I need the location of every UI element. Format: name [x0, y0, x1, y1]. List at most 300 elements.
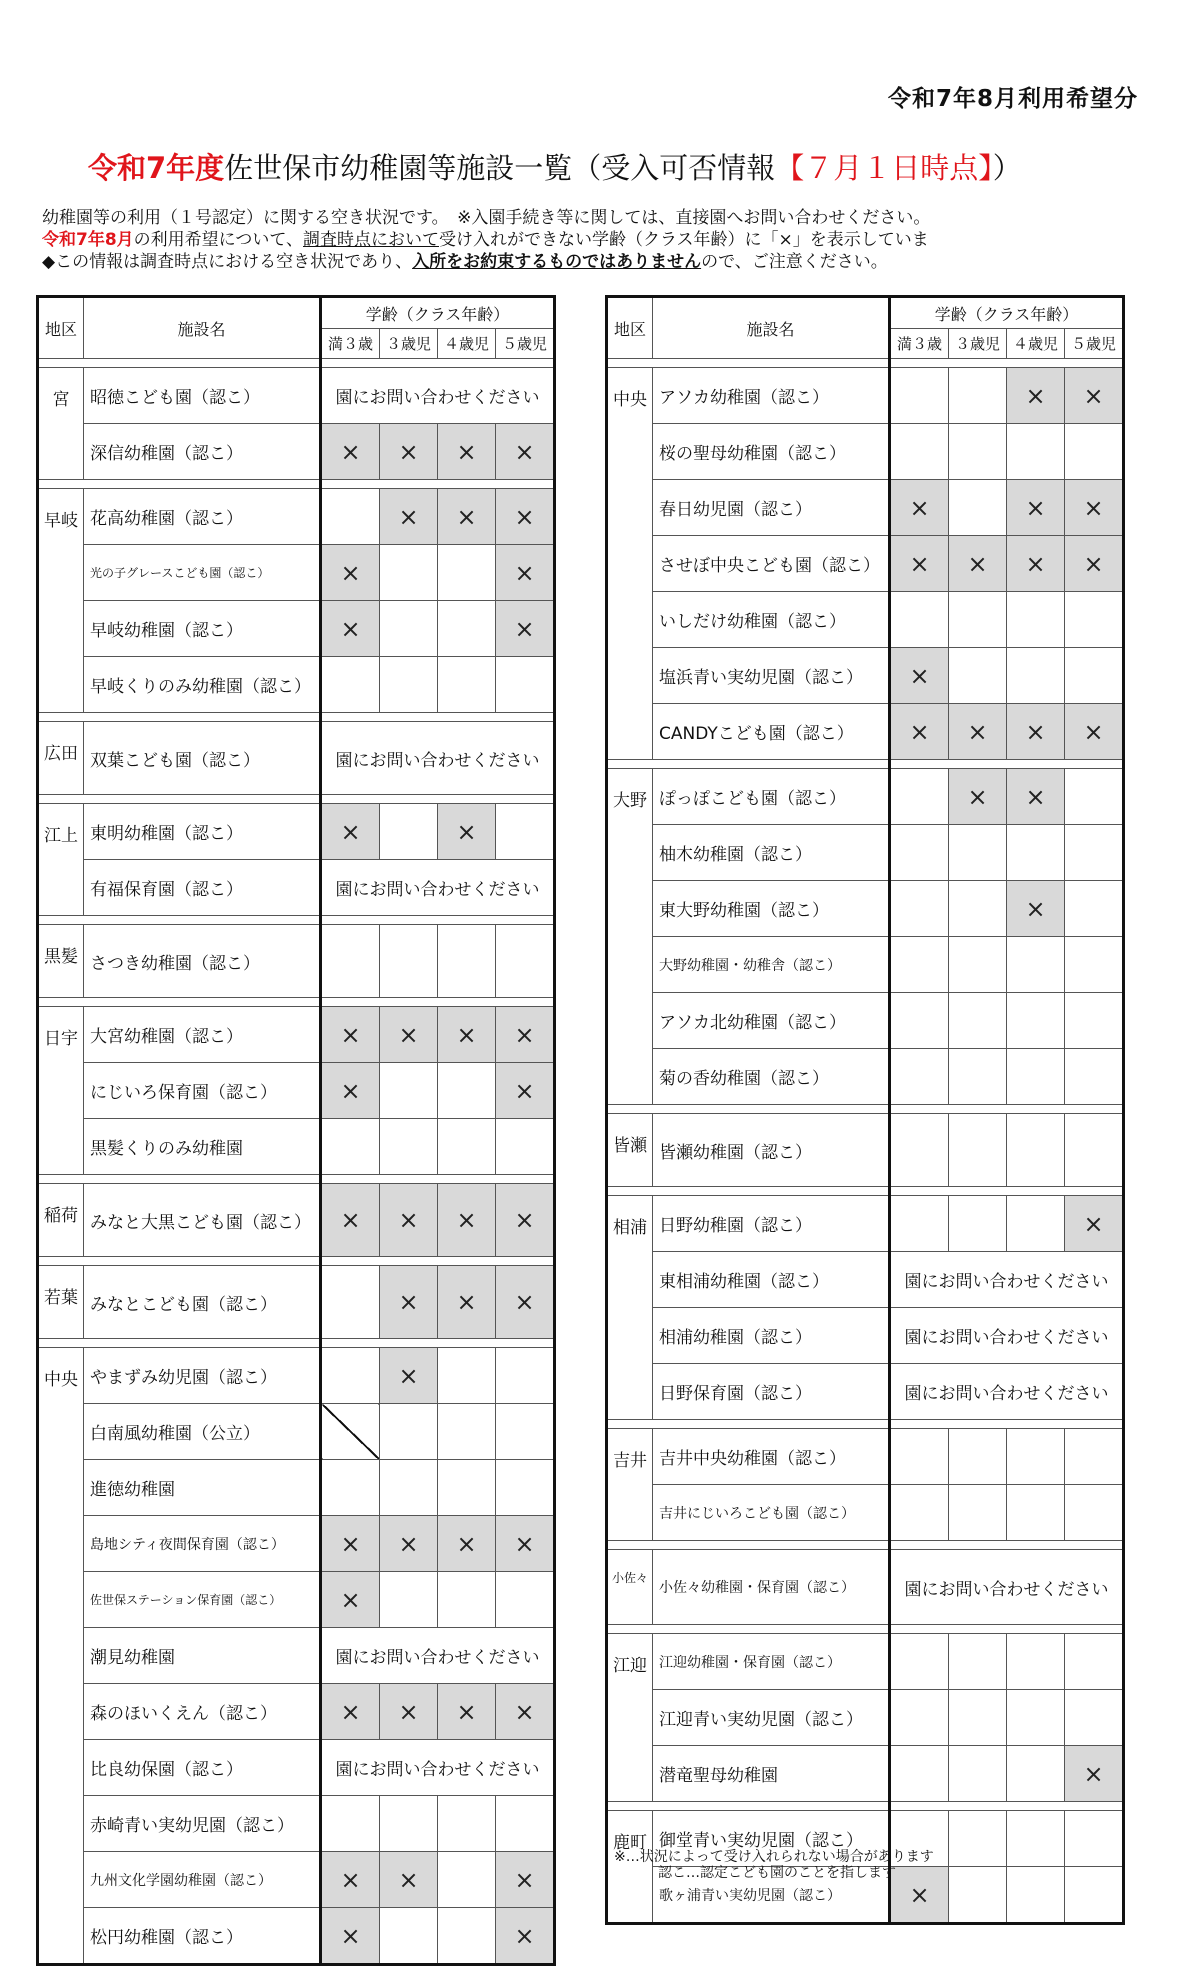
- availability-cell: [1065, 881, 1124, 937]
- separator-cell: [438, 480, 496, 489]
- table-row: [607, 769, 1124, 825]
- availability-cell: ×: [496, 601, 555, 657]
- area-cell: 黒髪: [38, 925, 84, 998]
- availability-cell: ×: [438, 1516, 496, 1572]
- table-row: [607, 1550, 1124, 1625]
- separator-cell: [1065, 1802, 1124, 1811]
- facility-name: 黒髪くりのみ幼稚園: [84, 1119, 321, 1175]
- availability-cell: ×: [380, 1852, 438, 1908]
- facility-name: 桜の聖母幼稚園（認こ）: [653, 424, 890, 480]
- table-row: [607, 704, 1124, 760]
- availability-cell: [496, 1404, 555, 1460]
- availability-cell: ×: [949, 769, 1007, 825]
- separator-cell: [1065, 1541, 1124, 1550]
- separator-cell: [38, 1339, 84, 1348]
- availability-cell: ×: [496, 1007, 555, 1063]
- note-underline: 調査時点において: [303, 230, 439, 250]
- facility-name: にじいろ保育園（認こ）: [84, 1063, 321, 1119]
- separator-cell: [607, 1105, 653, 1114]
- availability-cell: [1007, 592, 1065, 648]
- table-row: [38, 1516, 555, 1572]
- note-text: 受け入れができない学齢（クラス年齢）に「×」を表示していま: [439, 230, 929, 250]
- availability-cell: [890, 769, 949, 825]
- facility-name: 松円幼稚園（認こ）: [84, 1908, 321, 1965]
- separator-cell: [949, 1541, 1007, 1550]
- availability-cell: [1065, 592, 1124, 648]
- table-row: [38, 1852, 555, 1908]
- facility-name: 江迎青い実幼児園（認こ）: [653, 1690, 890, 1746]
- separator-cell: [38, 1175, 84, 1184]
- availability-cell: [496, 1796, 555, 1852]
- separator-cell: [890, 1420, 949, 1429]
- page-title: [88, 146, 1022, 187]
- table-row: [38, 925, 555, 998]
- facility-name: 佐世保ステーション保育園（認こ）: [84, 1572, 321, 1628]
- group-separator: [38, 713, 555, 722]
- availability-cell: [1007, 648, 1065, 704]
- availability-cell: [1007, 993, 1065, 1049]
- separator-cell: [890, 1105, 949, 1114]
- separator-cell: [653, 359, 890, 368]
- availability-cell: [949, 1485, 1007, 1541]
- availability-cell: ×: [496, 424, 555, 480]
- availability-cell: ×: [380, 489, 438, 545]
- facility-name: 白南風幼稚園（公立）: [84, 1404, 321, 1460]
- availability-cell: ×: [321, 804, 380, 860]
- availability-cell: [1007, 1049, 1065, 1105]
- separator-cell: [380, 359, 438, 368]
- availability-cell: [380, 545, 438, 601]
- separator-cell: [1007, 1105, 1065, 1114]
- table-row: [607, 937, 1124, 993]
- availability-cell: [380, 1460, 438, 1516]
- availability-cell: [1065, 1811, 1124, 1867]
- availability-cell: [321, 925, 380, 998]
- group-separator: [38, 480, 555, 489]
- facility-name: 塩浜青い実幼児園（認こ）: [653, 648, 890, 704]
- availability-cell: ×: [1065, 704, 1124, 760]
- availability-cell: [949, 368, 1007, 424]
- inquire-cell: 園にお問い合わせください: [890, 1252, 1124, 1308]
- availability-cell: ×: [321, 1572, 380, 1628]
- separator-cell: [496, 1257, 555, 1266]
- facility-name: させぼ中央こども園（認こ）: [653, 536, 890, 592]
- availability-cell: [949, 993, 1007, 1049]
- title-end: ）: [992, 151, 1022, 185]
- table-row: [38, 1628, 555, 1684]
- availability-cell: [1007, 1746, 1065, 1802]
- area-cell: 中央: [607, 368, 653, 760]
- facility-name: 日野保育園（認こ）: [653, 1364, 890, 1420]
- table-row: [607, 881, 1124, 937]
- period-label: 令和7年8月利用希望分: [887, 86, 1138, 112]
- separator-cell: [84, 1175, 321, 1184]
- separator-cell: [380, 916, 438, 925]
- separator-cell: [380, 480, 438, 489]
- availability-cell: [380, 925, 438, 998]
- header-grade: 学齢（クラス年齢）: [321, 297, 555, 329]
- availability-cell: ×: [1007, 881, 1065, 937]
- facility-name: 有福保育園（認こ）: [84, 860, 321, 916]
- group-separator: [38, 1339, 555, 1348]
- area-cell: 日宇: [38, 1007, 84, 1175]
- table-row: [607, 1485, 1124, 1541]
- separator-cell: [496, 713, 555, 722]
- availability-cell: [438, 1063, 496, 1119]
- facility-name: 吉井中央幼稚園（認こ）: [653, 1429, 890, 1485]
- availability-cell: ×: [496, 545, 555, 601]
- footnote: [614, 1849, 934, 1881]
- availability-cell: [890, 1114, 949, 1187]
- availability-cell: [1007, 1690, 1065, 1746]
- table-row: [38, 1007, 555, 1063]
- separator-cell: [38, 998, 84, 1007]
- group-separator: [38, 1257, 555, 1266]
- group-separator: [38, 998, 555, 1007]
- availability-cell: ×: [496, 1852, 555, 1908]
- separator-cell: [949, 1625, 1007, 1634]
- table-row: [38, 545, 555, 601]
- availability-cell: [890, 937, 949, 993]
- availability-cell: [949, 1429, 1007, 1485]
- facility-name: さつき幼稚園（認こ）: [84, 925, 321, 998]
- availability-cell: [890, 1429, 949, 1485]
- separator-cell: [1065, 1187, 1124, 1196]
- availability-cell: ×: [380, 1184, 438, 1257]
- separator-cell: [607, 1802, 653, 1811]
- availability-cell: ×: [1065, 480, 1124, 536]
- facility-name: 吉井にじいろこども園（認こ）: [653, 1485, 890, 1541]
- availability-cell: ×: [1007, 769, 1065, 825]
- separator-cell: [321, 713, 380, 722]
- header-col-2: ４歳児: [1007, 329, 1065, 359]
- separator-cell: [949, 359, 1007, 368]
- availability-cell: ×: [1065, 536, 1124, 592]
- header-col-1: ３歳児: [380, 329, 438, 359]
- separator-cell: [653, 1105, 890, 1114]
- notes: [42, 207, 930, 273]
- availability-cell: ×: [321, 1908, 380, 1965]
- facility-name: ぽっぽこども園（認こ）: [653, 769, 890, 825]
- separator-cell: [607, 1625, 653, 1634]
- area-cell: 宮: [38, 368, 84, 480]
- note-text: ◆この情報は調査時点における空き状況であり、: [42, 252, 413, 272]
- availability-cell: [321, 1119, 380, 1175]
- table-row: [607, 1746, 1124, 1802]
- area-cell: 広田: [38, 722, 84, 795]
- footnote-line-2: 認こ…認定こども園のことを指します: [658, 1865, 896, 1881]
- header-col-0: 満３歳: [890, 329, 949, 359]
- table-row: [38, 1119, 555, 1175]
- availability-cell: ×: [1065, 368, 1124, 424]
- table-row: [607, 1690, 1124, 1746]
- availability-cell: ×: [438, 1184, 496, 1257]
- facility-name: 昭徳こども園（認こ）: [84, 368, 321, 424]
- facility-name: 赤崎青い実幼児園（認こ）: [84, 1796, 321, 1852]
- facility-name: 東相浦幼稚園（認こ）: [653, 1252, 890, 1308]
- facility-name: みなとこども園（認こ）: [84, 1266, 321, 1339]
- facility-name: 東明幼稚園（認こ）: [84, 804, 321, 860]
- availability-cell: ×: [321, 424, 380, 480]
- availability-cell: [438, 925, 496, 998]
- facility-name: 日野幼稚園（認こ）: [653, 1196, 890, 1252]
- header-grade: 学齢（クラス年齢）: [890, 297, 1124, 329]
- availability-cell: [438, 1796, 496, 1852]
- separator-cell: [380, 1257, 438, 1266]
- separator-cell: [949, 760, 1007, 769]
- availability-cell: [890, 1634, 949, 1690]
- availability-cell: [890, 881, 949, 937]
- table-row: [607, 592, 1124, 648]
- separator-cell: [653, 760, 890, 769]
- separator-cell: [1065, 1625, 1124, 1634]
- facility-name: アソカ北幼稚園（認こ）: [653, 993, 890, 1049]
- availability-cell: ×: [496, 1266, 555, 1339]
- availability-cell: [496, 1572, 555, 1628]
- facility-name: 早岐くりのみ幼稚園（認こ）: [84, 657, 321, 713]
- availability-cell: [949, 1811, 1007, 1867]
- availability-cell: [1065, 825, 1124, 881]
- separator-cell: [84, 1257, 321, 1266]
- availability-cell: ×: [890, 536, 949, 592]
- inquire-cell: 園にお問い合わせください: [321, 1628, 555, 1684]
- availability-cell: [949, 424, 1007, 480]
- availability-cell: [438, 657, 496, 713]
- separator-cell: [653, 1802, 890, 1811]
- note-line-2: [42, 229, 930, 251]
- separator-cell: [653, 1420, 890, 1429]
- title-main: 佐世保市幼稚園等施設一覧（受入可否情報: [224, 151, 776, 185]
- facility-name: 江迎幼稚園・保育園（認こ）: [653, 1634, 890, 1690]
- area-cell: 吉井: [607, 1429, 653, 1541]
- availability-cell: [438, 601, 496, 657]
- availability-cell: ×: [321, 1684, 380, 1740]
- availability-cell: [890, 993, 949, 1049]
- availability-cell: [380, 1796, 438, 1852]
- availability-cell: [438, 1852, 496, 1908]
- area-cell: 大野: [607, 769, 653, 1105]
- table-row: [607, 536, 1124, 592]
- group-separator: [607, 1187, 1124, 1196]
- availability-cell: [949, 881, 1007, 937]
- group-separator: [607, 1420, 1124, 1429]
- table-row: [38, 1460, 555, 1516]
- availability-cell: ×: [496, 1908, 555, 1965]
- availability-cell: ×: [380, 1266, 438, 1339]
- facility-table-right: [605, 295, 1125, 1925]
- table-row: [607, 1429, 1124, 1485]
- table-row: [607, 480, 1124, 536]
- table-row: [38, 1796, 555, 1852]
- note-line-3: [42, 251, 930, 273]
- availability-cell: [438, 545, 496, 601]
- inquire-cell: 園にお問い合わせください: [890, 1364, 1124, 1420]
- inquire-cell: 園にお問い合わせください: [321, 860, 555, 916]
- separator-cell: [496, 359, 555, 368]
- facility-name: CANDYこども園（認こ）: [653, 704, 890, 760]
- area-cell: 江迎: [607, 1634, 653, 1802]
- availability-cell: ×: [496, 489, 555, 545]
- group-separator: [38, 795, 555, 804]
- separator-cell: [653, 1187, 890, 1196]
- area-cell: 皆瀬: [607, 1114, 653, 1187]
- availability-cell: ×: [949, 704, 1007, 760]
- facility-name: 小佐々幼稚園・保育園（認こ）: [653, 1550, 890, 1625]
- availability-cell: [496, 1119, 555, 1175]
- area-cell: 小佐々: [607, 1550, 653, 1625]
- availability-cell: ×: [438, 1266, 496, 1339]
- group-separator: [607, 1105, 1124, 1114]
- availability-cell: [890, 424, 949, 480]
- separator-cell: [84, 359, 321, 368]
- separator-cell: [380, 713, 438, 722]
- table-row: [607, 1049, 1124, 1105]
- separator-cell: [438, 916, 496, 925]
- header-col-3: ５歳児: [496, 329, 555, 359]
- separator-cell: [1007, 1187, 1065, 1196]
- separator-cell: [84, 916, 321, 925]
- table-row: [607, 1252, 1124, 1308]
- availability-cell: ×: [438, 489, 496, 545]
- availability-cell: [1065, 1049, 1124, 1105]
- separator-cell: [890, 760, 949, 769]
- availability-cell: [949, 1196, 1007, 1252]
- availability-cell: [1065, 1634, 1124, 1690]
- separator-cell: [438, 795, 496, 804]
- availability-cell: [1065, 1690, 1124, 1746]
- facility-name: 九州文化学園幼稚園（認こ）: [84, 1852, 321, 1908]
- availability-cell: [380, 1572, 438, 1628]
- availability-cell: ×: [890, 704, 949, 760]
- availability-cell: [438, 1404, 496, 1460]
- facility-name: 花高幼稚園（認こ）: [84, 489, 321, 545]
- inquire-cell: 園にお問い合わせください: [890, 1550, 1124, 1625]
- separator-cell: [321, 1175, 380, 1184]
- availability-cell: [890, 1746, 949, 1802]
- separator-cell: [496, 1339, 555, 1348]
- facility-name: みなと大黒こども園（認こ）: [84, 1184, 321, 1257]
- table-row: [38, 657, 555, 713]
- separator-cell: [321, 1339, 380, 1348]
- header-name: 施設名: [653, 297, 890, 359]
- availability-cell: ×: [321, 1063, 380, 1119]
- availability-cell: [1065, 1114, 1124, 1187]
- availability-cell: [496, 925, 555, 998]
- facility-name: 春日幼児園（認こ）: [653, 480, 890, 536]
- availability-cell: [949, 1746, 1007, 1802]
- area-cell: 相浦: [607, 1196, 653, 1420]
- availability-cell: ×: [321, 1007, 380, 1063]
- separator-cell: [38, 916, 84, 925]
- separator-cell: [438, 1175, 496, 1184]
- availability-cell: [1007, 1429, 1065, 1485]
- group-separator: [607, 1802, 1124, 1811]
- facility-name: 進徳幼稚園: [84, 1460, 321, 1516]
- facility-name: 皆瀬幼稚園（認こ）: [653, 1114, 890, 1187]
- separator-cell: [438, 998, 496, 1007]
- separator-cell: [890, 1802, 949, 1811]
- facility-name: やまずみ幼児園（認こ）: [84, 1348, 321, 1404]
- availability-cell: [1065, 648, 1124, 704]
- table-row: [38, 1684, 555, 1740]
- note-line-1: 幼稚園等の利用（１号認定）に関する空き状況です。 ※入園手続き等に関しては、直接園へお問い合わせください。: [42, 208, 931, 228]
- availability-cell: [496, 804, 555, 860]
- table-row: [607, 1364, 1124, 1420]
- separator-cell: [607, 359, 653, 368]
- separator-cell: [496, 480, 555, 489]
- header-col-3: ５歳児: [1065, 329, 1124, 359]
- availability-cell: ×: [1065, 1196, 1124, 1252]
- separator-cell: [1007, 1541, 1065, 1550]
- separator-cell: [380, 1175, 438, 1184]
- availability-cell: ×: [496, 1516, 555, 1572]
- availability-cell: ×: [496, 1184, 555, 1257]
- separator-cell: [890, 1541, 949, 1550]
- header-name: 施設名: [84, 297, 321, 359]
- table-row: [38, 722, 555, 795]
- separator-cell: [380, 998, 438, 1007]
- availability-cell: [321, 1266, 380, 1339]
- availability-cell: [438, 1348, 496, 1404]
- separator-cell: [1065, 359, 1124, 368]
- area-cell: 江上: [38, 804, 84, 916]
- availability-cell: [1065, 937, 1124, 993]
- separator-cell: [496, 1175, 555, 1184]
- availability-cell: [321, 489, 380, 545]
- availability-cell: [1065, 769, 1124, 825]
- availability-cell: [438, 1908, 496, 1965]
- facility-name: 柚木幼稚園（認こ）: [653, 825, 890, 881]
- facility-name: 森のほいくえん（認こ）: [84, 1684, 321, 1740]
- facility-name: 潜竜聖母幼稚園: [653, 1746, 890, 1802]
- facility-name: いしだけ幼稚園（認こ）: [653, 592, 890, 648]
- separator-cell: [84, 713, 321, 722]
- table-row: [38, 368, 555, 424]
- note-period: 令和7年8月: [42, 230, 134, 250]
- facility-name: 光の子グレースこども園（認こ）: [84, 545, 321, 601]
- availability-cell: [949, 1634, 1007, 1690]
- availability-cell: [949, 648, 1007, 704]
- table-row: [607, 424, 1124, 480]
- header-area: 地区: [38, 297, 84, 359]
- availability-cell: [1007, 1196, 1065, 1252]
- availability-cell: [380, 601, 438, 657]
- availability-cell: [380, 1404, 438, 1460]
- availability-cell: [949, 1867, 1007, 1924]
- availability-cell: ×: [438, 1007, 496, 1063]
- availability-cell: ×: [438, 424, 496, 480]
- separator-cell: [496, 795, 555, 804]
- availability-cell: [890, 1049, 949, 1105]
- availability-cell: [1007, 1634, 1065, 1690]
- availability-cell: [438, 1119, 496, 1175]
- availability-cell: [438, 1460, 496, 1516]
- availability-cell: ×: [1007, 536, 1065, 592]
- inquire-cell: 園にお問い合わせください: [321, 368, 555, 424]
- availability-cell: ×: [1007, 480, 1065, 536]
- separator-cell: [38, 713, 84, 722]
- availability-cell: ×: [321, 1852, 380, 1908]
- separator-cell: [1007, 359, 1065, 368]
- separator-cell: [890, 359, 949, 368]
- availability-cell: [1065, 1867, 1124, 1924]
- title-point: 【７月１日時点】: [775, 151, 993, 185]
- separator-cell: [607, 1420, 653, 1429]
- separator-cell: [1007, 1625, 1065, 1634]
- separator-cell: [1007, 1420, 1065, 1429]
- separator-cell: [438, 713, 496, 722]
- table-row: [38, 1740, 555, 1796]
